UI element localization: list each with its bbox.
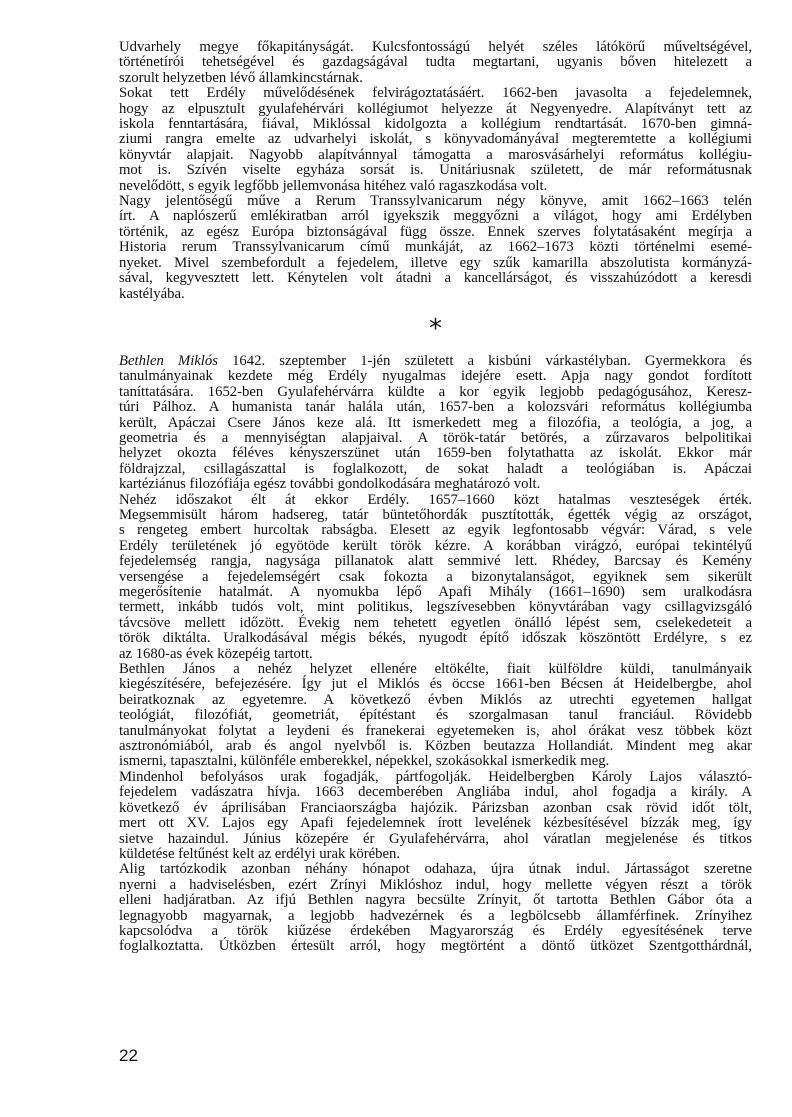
- text-line: kastélyába.: [119, 285, 185, 302]
- paragraph: [119, 493, 752, 662]
- text-line: nyeket. Mivel szembefordult a fejedelem, illetve egy szűk kamarilla abszolutista kormányzá-: [119, 254, 752, 271]
- text-line: fejedelemség rangja, nagysága pillanatok alatt semmivé lett. Rhédey, Barcsay és Kemény: [119, 553, 752, 570]
- text-line: szorult helyzetben lévő államkincstárnak.: [119, 69, 363, 86]
- text-line: helyzet okozta féléves kényszerszünet után 1659-ben folytathatta az iskolát. Ekkor már: [119, 445, 752, 462]
- paragraph: [119, 354, 752, 493]
- text-line: taníttatására. 1652-ben Gyulafehérvárra küldte a kor egyik legjobb pedagógusához, Keresz-: [119, 383, 752, 400]
- text-line: sával, kegyvesztett lett. Kénytelen volt átadni a kancellárságot, és visszahúzódott a keresdi: [119, 270, 752, 287]
- paragraph: [119, 40, 752, 86]
- text-line: mot is. Szívén viselte egyháza sorsát is. Unitáriusnak született, de már reformátusnak: [119, 162, 752, 179]
- text-line: s rengeteg embert hurcoltak rabságba. Elesett az egyik legfontosabb végvár: Várad, s vele: [119, 522, 752, 539]
- text-line: sietve hazaindul. Június közepére ér Gyulafehérvárra, ahol váratlan megjelenése és titkos: [119, 830, 752, 847]
- text-line: könyvtár alapjait. Nagyobb alapítvánnyal támogatta a marosvásárhelyi református kollégiu-: [119, 146, 752, 163]
- text-line: Erdély területének jó egyötöde került török kézre. A korábban virágzó, európai tekintélyű: [119, 537, 752, 554]
- page-number: 22: [119, 1046, 138, 1065]
- text-line: termett, inkább tudós volt, mint politikus, legszívesebben könyvtárában vagy csillagvizsgáló: [119, 599, 752, 616]
- text-line: teológiát, filozófiát, geometriát, építéstant és szorgalmasan tanul franciául. Rövidebb: [119, 707, 752, 724]
- text-line: geometria és a mennyiségtan alapjaival. A török-tatár betörés, a zűrzavaros belpolitikai: [119, 429, 752, 446]
- text-line: következő év áprilisában Franciaországba hajózik. Párizsban azonban csak rövid időt tölt,: [119, 799, 752, 816]
- text-line: Nagy jelentőségű műve a Rerum Transsylvanicarum négy könyve, amit 1662–1663 telén: [119, 193, 752, 210]
- text-line: versengése a fejedelemségért csak fokozta a bizonytalanságot, egyiknek sem sikerült: [119, 568, 752, 585]
- text-line: Mindenhol befolyásos urak fogadják, pártfogolják. Heidelbergben Károly Lajos választó-: [119, 768, 752, 785]
- text-line: [119, 354, 752, 369]
- text-line: történetírói tehetségével és gazdagságával tudta megtartani, ugyanis bőven hitelezett a: [119, 54, 752, 71]
- text-line: tanulmányokat folytat a leydeni és franekerai egyetemeken is, ahol órákat vesz többek közt: [119, 722, 752, 739]
- text-line: fejedelem vadászatra hívja. 1663 decemberében Angliába indul, ahol fogadja a király. A: [119, 784, 752, 801]
- text-line: kiegészítésére, befejezésére. Így jut el Miklós és öccse 1661-ben Bécsen át Heidelbergbe, ahol: [119, 676, 752, 693]
- text-line: foglalkoztatta. Útközben értesült arról, hogy megtörtént a döntő ütközet Szentgotthárdnál,: [119, 938, 752, 955]
- text-line: Historia rerum Transsylvanicarum című munkáját, az 1662–1673 közti történelmi esemé-: [119, 239, 752, 256]
- text-line: földrajzzal, csillagászattal is foglalkozott, de sokat haladt a teológiában is. Apáczai: [119, 460, 752, 477]
- text-line: nyerni a hadviselésben, ezért Zrínyi Miklóshoz indul, hogy mellette végyen részt a török: [119, 876, 752, 893]
- text-line: került, Apáczai Csere János keze alá. Itt ismerkedett meg a filozófia, a teológia, a jog, a: [119, 414, 752, 431]
- page-text: [119, 40, 752, 955]
- text-line: küldetése feltűnést kelt az erdélyi urak körében.: [119, 845, 400, 862]
- paragraph: [119, 770, 752, 862]
- paragraph: [119, 194, 752, 302]
- text-line: Megsemmisült három hadsereg, tatár büntetőhordák pusztították, égették végig az országot,: [119, 506, 752, 523]
- text-line: iskola fenntartására, fiával, Miklóssal kidolgozta a kollégium rendtartását. 1670-ben gimná-: [119, 116, 752, 133]
- text-line: Nehéz időszakot élt át ekkor Erdély. 1657–1660 közt hatalmas veszteségek érték.: [119, 491, 752, 508]
- text-line: távcsöve mellett időzött. Évekig nem tehetett egyetlen önálló lépést sem, cselekedeteit a: [119, 614, 752, 631]
- text-line: az 1680-as évek közepéig tartott.: [119, 645, 313, 662]
- person-name: Bethlen Miklós: [119, 352, 218, 369]
- text-line: tanulmányainak kezdete még Erdély nyugalmas idejére esett. Apja nagy gondot fordított: [119, 368, 752, 385]
- paragraph: [119, 662, 752, 770]
- text-line: török diktálta. Uralkodásával mégis békés, nyugodt építő időszak köszöntött Erdélyre, s ez: [119, 630, 752, 647]
- text-line: Bethlen János a nehéz helyzet ellenére eltökélte, fiait külföldre küldi, tanulmányaik: [119, 661, 752, 678]
- paragraph: [119, 86, 752, 194]
- text-line: túri Pálhoz. A humanista tanár halála után, 1657-ben a kolozsvári református kollégiumba: [119, 399, 752, 416]
- text-line: kartéziánus filozófiája egész további gondolkodására meghatározó volt.: [119, 476, 541, 493]
- text-line: kapcsolódva a török kiűzése érdekében Magyarország és Erdély egyesítésének terve: [119, 922, 752, 939]
- text-line: ismerni, tapasztalni, különféle emberekkel, népekkel, szokásokkal ismerkedik meg.: [119, 753, 610, 770]
- text-line: Sokat tett Erdély művelődésének felvirágoztatásáért. 1662-ben javasolta a fejedelemnek,: [119, 85, 752, 102]
- text-line: írt. A naplószerű emlékiratban arról igyekszik meggyőzni a világot, hogy ami Erdélyben: [119, 208, 752, 225]
- text-line: Alig tartózkodik azonban néhány hónapot odahaza, újra útnak indul. Jártasságot szeretne: [119, 861, 752, 878]
- paragraph: [119, 862, 752, 954]
- text-line: asztronómiából, arab és angol nyelvből is. Közben beutazza Hollandiát. Mindent meg akar: [119, 738, 752, 755]
- section-separator-asterisk: *: [429, 313, 442, 344]
- text-line: elleni hadjáratban. Az ifjú Bethlen nagyra becsülte Zrínyit, őt tartotta Bethlen Gábor óta a: [119, 892, 752, 909]
- text-line: megerősítenie hatalmát. A nyomukba lépő Apafi Mihály (1661–1690) sem uralkodásra: [119, 584, 752, 600]
- text-line: történik, az egész Európa biztonságával függ össze. Ennek szerves folytatásaként megírja a: [119, 223, 752, 240]
- text-line: hogy az elpusztult gyulafehérvári kollégiumot helyezze át Negyenyedre. Alapítványt tett az: [119, 100, 752, 117]
- text-fragment: 1642. szeptember 1-jén született a kisbúni várkastélyban. Gyermekkora és: [217, 352, 752, 369]
- text-line: nevelődött, s egyik legfőbb jellemvonása hitéhez való ragaszkodása volt.: [119, 177, 548, 194]
- text-line: legnagyobb magyarnak, a legjobb hadvezérnek és a legbölcsebb államférfinek. Zrínyihez: [119, 907, 752, 924]
- text-line: ziumi rangra emelte az udvarhelyi iskolát, s könyvadományával megteremtette a kollégiumi: [119, 131, 752, 148]
- text-line: Udvarhely megye főkapitányságát. Kulcsfontosságú helyét széles látókörű műveltségével,: [119, 39, 752, 55]
- text-line: beiratkoznak az egyetemre. A következő évben Miklós az utrechti egyetemen hallgat: [119, 691, 752, 708]
- text-line: mert ott XV. Lajos egy Apafi fejedelemnek írott levelének kézbesítésével bízzák meg, így: [119, 815, 752, 832]
